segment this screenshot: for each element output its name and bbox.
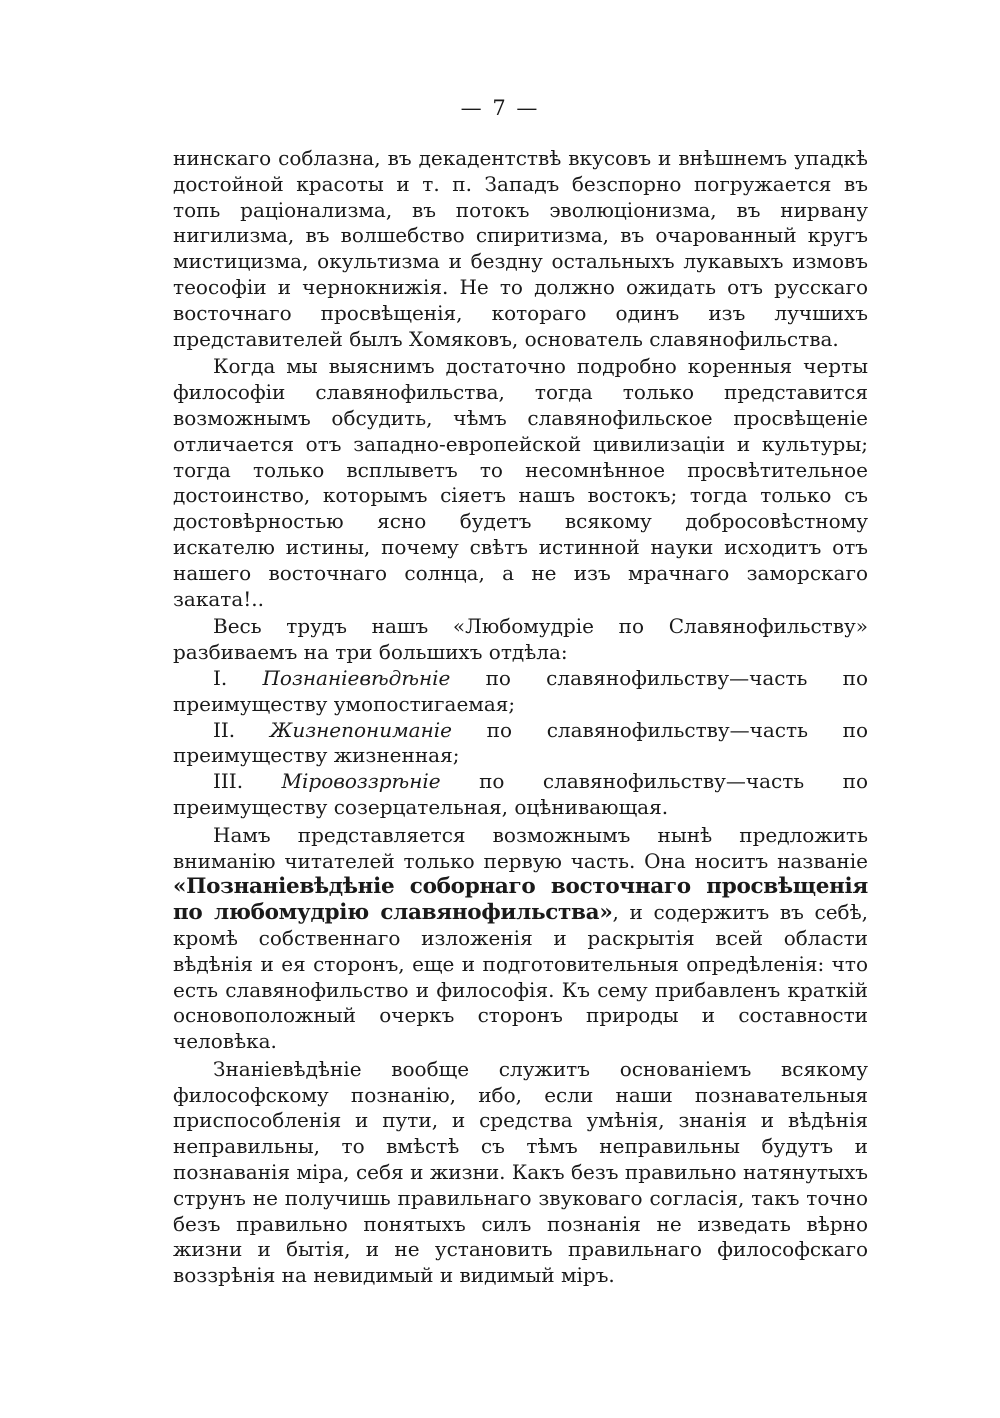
paragraph: Знаніевѣдѣніе вообще служитъ основаніемъ всякому философскому познанію, ибо, если наши познавательныя приспособленія и пути, и средства умѣнія, знанія и вѣдѣнія неправильны, то вмѣстѣ съ тѣмъ неправильны будутъ и познаванія міра, себя и жизни. Какъ безъ правильно натянутыхъ струнъ не получишь правильнаго звуковаго согласія, такъ точно безъ правильно понятыхъ силъ познанія не изведать вѣрно жизни и бытія, и не установить правильнаго философскаго воззрѣнія на невидимый и видимый міръ. (173, 1056, 868, 1288)
book-title: «Познаніевѣдѣніе соборнаго восточнаго просвѣщенія по любомудрію славянофильства» (173, 874, 868, 926)
list-term: Познаніевѣдѣніе (262, 665, 451, 690)
paragraph-text: , и содержитъ въ себѣ, кромѣ собственнаго изложенія и раскрытія всей области вѣдѣнія и ея сторонъ, еще и подготовительныя опредѣленія: что есть славянофильство и философія. Къ сему прибавленъ краткій основоположный очеркъ сторонъ природы и составности человѣка. (173, 900, 868, 1054)
paragraph: Когда мы выяснимъ достаточно подробно коренныя черты философіи славянофильства, тогда только представится возможнымъ обсудить, чѣмъ славянофильское просвѣщеніе отличается отъ западно-европейской цивилизаціи и культуры; тогда только всплыветъ то несомнѣнное просвѣтительное достоинство, которымъ сіяетъ нашъ востокъ; тогда только съ достовѣрностью ясно будетъ всякому добросовѣстному искателю истины, почему свѣтъ истинной науки исходитъ отъ нашего восточнаго солнца, а не изъ мрачнаго заморскаго заката!.. (173, 354, 868, 611)
list-text: по славянофильству—часть по преимуществу созерцательная, оцѣнивающая. (173, 769, 868, 819)
list-text: по славянофильству—часть по преимуществу жизненная; (173, 717, 868, 768)
list-text: по славянофильству—часть по преимуществу умопостигаемая; (173, 665, 868, 716)
list-number: I. (213, 665, 228, 690)
list-item (173, 718, 868, 770)
paragraph (173, 823, 868, 1055)
list-number: II. (213, 717, 236, 742)
list-item (173, 769, 868, 821)
paragraph-continuation: нинскаго соблазна, въ декадентствѣ вкусовъ и внѣшнемъ упадкѣ достойной красоты и т. п. Западъ безспорно погружается въ топь раціонализма, въ потокъ эволюціонизма, въ нирвану нигилизма, въ волшебство спиритизма, въ очарованный кругъ мистицизма, окультизма и бездну остальныхъ лукавыхъ измовъ теософіи и чернокнижія. Не то должно ожидать отъ русскаго восточнаго просвѣщенія, котораго одинъ изъ лучшихъ представителей былъ Хомяковъ, основатель славянофильства. (173, 146, 868, 351)
page-number: — 7 — (460, 96, 540, 120)
paragraph: Весь трудъ нашъ «Любомудріе по Славянофильству» разбиваемъ на три большихъ отдѣла: (173, 614, 868, 665)
list-term: Міровоззрѣніе (281, 769, 441, 794)
list-item (173, 666, 868, 718)
list-term: Жизнепониманіе (269, 717, 453, 742)
list-number: III. (213, 769, 244, 794)
page-body (173, 146, 868, 1289)
paragraph-text: Намъ представляется возможнымъ нынѣ предложить вниманію читателей только первую часть. Она носитъ названіе (173, 822, 868, 873)
